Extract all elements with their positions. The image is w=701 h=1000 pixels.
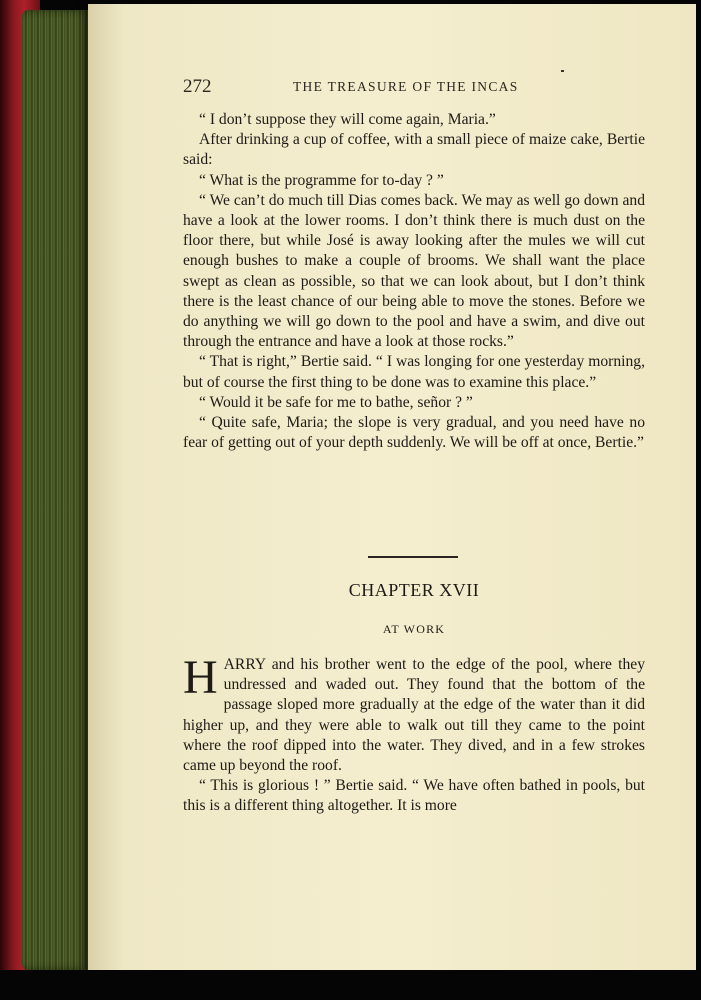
paragraph: “ That is right,” Bertie said. “ I was longing for one yesterday morning, but of course the first thing to be done was to examine this place.” [183, 353, 645, 391]
running-title: THE TREASURE OF THE INCAS [293, 79, 519, 94]
ink-speck [561, 70, 564, 72]
paragraph: “ What is the programme for to-day ? ” [199, 171, 444, 189]
page-edges [22, 10, 92, 970]
chapter-subtitle: AT WORK [382, 622, 446, 636]
paragraph: “ Would it be safe for me to bathe, señor ? ” [199, 393, 473, 411]
chapter-title: CHAPTER XVII [348, 580, 480, 600]
drop-cap: H [183, 651, 218, 704]
chapter-first-paragraph [183, 651, 645, 776]
section-divider [368, 556, 458, 558]
paragraph: “ Quite safe, Maria; the slope is very gradual, and you need have no fear of getting out of your depth suddenly. We will be off at once, Bertie.” [183, 414, 645, 452]
body-text-chapter [183, 651, 645, 817]
page-number: 272 [183, 76, 212, 97]
paragraph-text: ARRY and his brother went to the edge of the pool, where they undressed and waded out. They found that the bottom of the passage sloped more gradually at the edge of the water than it did higher up, and they were able to walk out till they came to the point where the roof dipped into the water. They dived, and in a few strokes came up beyond the roof. [183, 656, 645, 775]
body-text-top [183, 110, 645, 453]
page-header [183, 76, 645, 96]
paragraph: “ I don’t suppose they will come again, Maria.” [199, 111, 496, 128]
bottom-shadow [0, 970, 701, 1000]
paragraph: “ We can’t do much till Dias comes back. We may as well go down and have a look at the lower rooms. I don’t think there is much dust on the floor there, but while José is away looking after the mules we will cut enough bushes to make a couple of brooms. We shall want the place swept as clean as possible, so that we can look about, but I don’t think there is the least chance of our being able to move the stones. Before we do anything we will go down to the pool and have a swim, and dive out through the entrance and have a look at those rocks.” [183, 191, 645, 351]
paragraph: After drinking a cup of coffee, with a small piece of maize cake, Bertie said: [183, 131, 645, 169]
paragraph: “ This is glorious ! ” Bertie said. “ We have often bathed in pools, but this is a different thing altogether. It is more [183, 777, 645, 815]
